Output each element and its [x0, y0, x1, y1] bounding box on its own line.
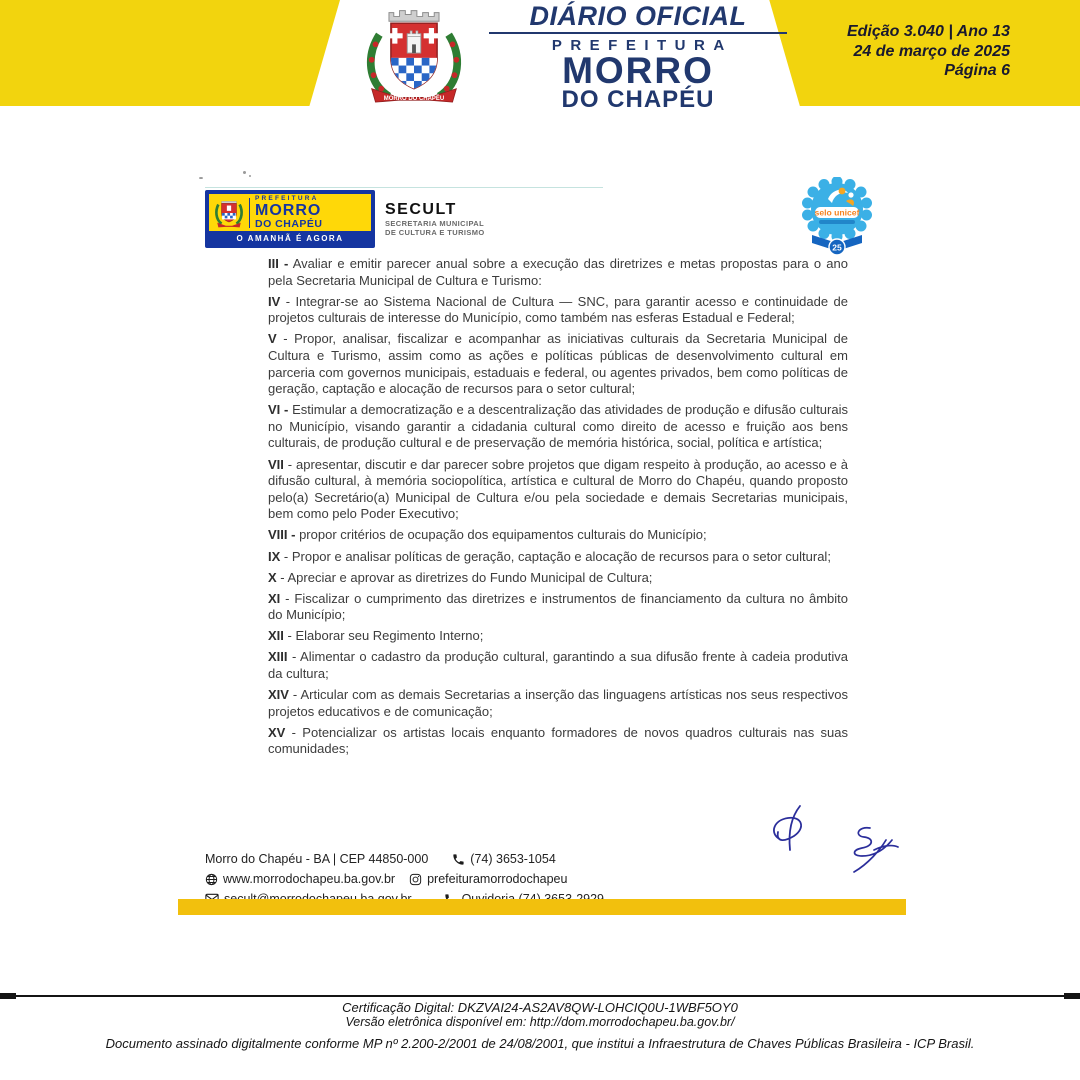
certification-divider	[0, 995, 1080, 997]
logo-chapeu-label: DO CHAPÉU	[255, 218, 323, 230]
paragraph-xiii: XIII - Alimentar o cadastro da produção cultural, garantindo a sua difusão frente à cadeia produtiva da cultura;	[268, 649, 848, 682]
masthead-yellow-band-left	[0, 0, 340, 106]
page-number: Página 6	[944, 62, 1010, 79]
secult-dept-line2: DE CULTURA E TURISMO	[385, 228, 485, 237]
contact-phone: (74) 3653-1054	[470, 852, 556, 866]
contact-address: Morro do Chapéu - BA | CEP 44850-000	[205, 852, 429, 866]
certification-digital: Certificação Digital: DKZVAI24-AS2AV8QW-LOHCIQ0U-1WBF5OY0	[342, 1000, 738, 1015]
scan-speck	[243, 171, 246, 174]
prefeitura-logo-inner	[209, 194, 371, 231]
unicef-seal-icon	[798, 177, 876, 261]
date-line: 24 de março de 2025	[853, 42, 1010, 60]
contact-row-2	[205, 869, 604, 889]
paragraph-viii: VIII - propor critérios de ocupação dos equipamentos culturais do Município;	[268, 527, 707, 543]
divider-right-cap	[1064, 993, 1080, 999]
masthead	[0, 0, 1080, 113]
org-prefeitura: PREFEITURA	[551, 37, 733, 54]
svg-text:MORRO DO CHAPÉU: MORRO DO CHAPÉU	[383, 96, 445, 103]
scan-speck	[199, 177, 203, 179]
secult-acronym: SECULT	[385, 201, 457, 218]
edition-block	[847, 22, 1010, 81]
paragraph-iii: III - Avaliar e emitir parecer anual sobre a execução das diretrizes e metas propostas para o ano pela Secretaria Municipal de Cultura e Turismo:	[268, 256, 848, 288]
document-body	[268, 256, 848, 763]
logo-text	[255, 196, 323, 230]
org-morro: MORRO	[562, 50, 714, 91]
paragraph-ix: IX - Propor e analisar políticas de geração, captação e alocação de recursos para o setor cultural;	[268, 548, 831, 564]
title-rule	[489, 32, 787, 34]
scan-speck	[249, 175, 251, 177]
logo-prefeitura-label: PREFEITURA	[255, 194, 319, 202]
paragraph-xi: XI - Fiscalizar o cumprimento das diretrizes e instrumentos de financiamento da cultura no âmbito do Município;	[268, 590, 848, 623]
secult-block	[385, 201, 485, 237]
certification-electronic: Versão eletrônica disponível em: http://dom.morrodochapeu.ba.gov.br/	[345, 1015, 735, 1029]
paragraph-vi: VI - Estimular a democratização e a descentralização das atividades de produção e difusão culturais no Município, visando garantir a cidadania cultural como direito de acesso e fruição aos bens culturais, de produção cultural e de preservação de memória histórica, social, política e artística;	[268, 402, 848, 451]
paragraph-v: V - Propor, analisar, fiscalizar e acompanhar as iniciativas culturais da Secretaria Municipal de Cultura e Turismo, assim como as ações e políticas públicas de desenvolvimento cultural em parceria com governos municipais, estaduais e federal, ou agentes privados, bem como políticas de geração, captação e alocação de recursos para o setor cultural;	[268, 331, 848, 397]
divider-left-cap	[0, 993, 16, 999]
paragraph-xii: XII - Elaborar seu Regimento Interno;	[268, 628, 484, 644]
logo-slogan: O AMANHÃ É AGORA	[209, 233, 371, 245]
contact-website: www.morrodochapeu.ba.gov.br	[223, 872, 396, 886]
mini-coat-of-arms-icon	[213, 197, 245, 229]
phone-icon	[452, 853, 465, 866]
logo-morro-label: MORRO	[255, 202, 322, 219]
logo-separator	[249, 198, 250, 228]
scan-artifact-line	[205, 187, 603, 188]
paragraph-xv: XV - Potencializar os artistas locais enquanto formadores de novos quadros culturais nas suas comunidades;	[268, 724, 848, 757]
paragraph-iv: IV - Integrar-se ao Sistema Nacional de Cultura — SNC, para garantir acesso e continuidade de projetos culturais de interesse do Município, como também nas esferas Estadual e Federal;	[268, 293, 848, 326]
unicef-seal-label: selo unicef	[814, 207, 860, 218]
coat-of-arms-icon	[352, 2, 476, 106]
globe-icon	[205, 873, 218, 886]
org-do-chapeu: DO CHAPÉU	[561, 86, 715, 113]
paragraph-x: X - Apreciar e aprovar as diretrizes do Fundo Municipal de Cultura;	[268, 569, 653, 585]
contact-instagram: prefeituramorrodochapeu	[427, 872, 568, 886]
edition-line: Edição 3.040 | Ano 13	[846, 23, 1010, 40]
unicef-seal-ribbon-number: 25	[832, 242, 842, 253]
letter-footer-yellow-bar	[178, 899, 906, 915]
signature-mark-1	[762, 800, 822, 862]
paragraph-xiv: XIV - Articular com as demais Secretarias a inserção das linguagens artísticas nos seus respectivos projetos educativos e de comunicação;	[268, 687, 848, 719]
paragraph-vii: VII - apresentar, discutir e dar parecer sobre projetos que digam respeito à produção, ao acesso e à difusão cultural, à memória sociopolítica, artística e cultural de Morro do Chapéu, quando proposto pelo(a) Secretário(a) Municipal de Cultura e/ou pela sociedade e demais Secretarias municipais, bem como pelo Poder Executivo;	[268, 456, 848, 522]
certification-signed: Documento assinado digitalmente conforme MP nº 2.200-2/2001 de 24/08/2001, que institui a Infraestrutura de Chaves Públicas Brasileira - ICP Brasil.	[105, 1036, 975, 1051]
contact-row-1	[205, 849, 604, 869]
secult-dept-line1: SECRETARIA MUNICIPAL	[385, 219, 485, 228]
signature-mark-2	[836, 822, 906, 874]
instagram-icon	[409, 873, 422, 886]
masthead-title	[483, 2, 793, 112]
prefeitura-logo	[205, 190, 375, 248]
gazette-title: DIÁRIO OFICIAL	[529, 1, 747, 31]
